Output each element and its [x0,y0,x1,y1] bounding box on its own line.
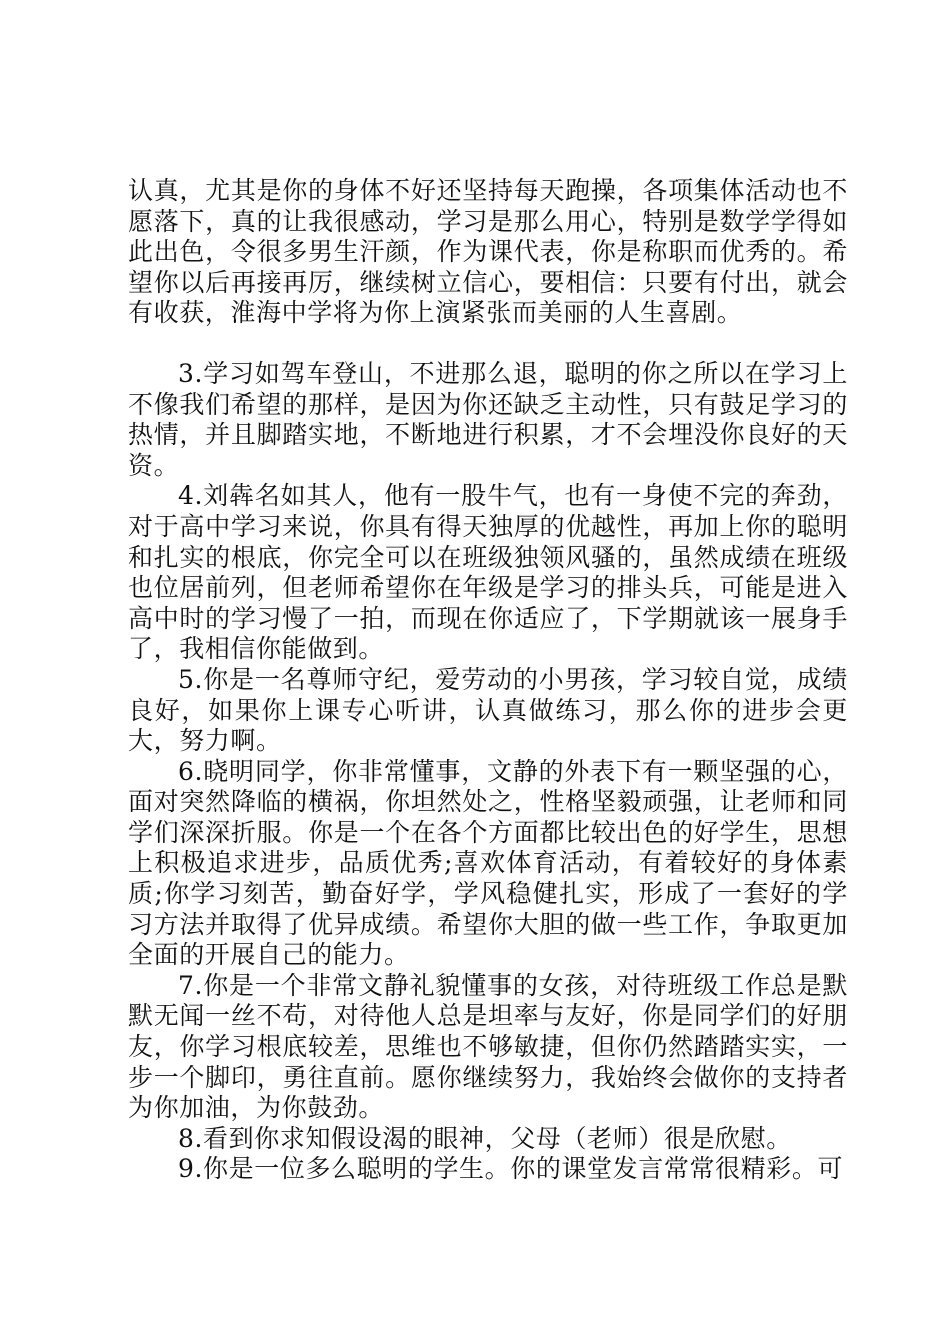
paragraph-continued: 认真，尤其是你的身体不好还坚持每天跑操，各项集体活动也不愿落下，真的让我很感动，学习是那么用心，特别是数学学得如此出色，令很多男生汗颜，作为课代表，你是称职而优秀的。希望你以后再接再厉，继续树立信心，要相信：只要有付出，就会有收获，淮海中学将为你上演紧张而美丽的人生喜剧。 [128,176,848,328]
paragraph-item-9: 9.你是一位多么聪明的学生。你的课堂发言常常很精彩。可 [178,1154,844,1184]
paragraph-item-8: 8.看到你求知假设渴的眼神，父母（老师）很是欣慰。 [178,1123,792,1153]
document-body [128,176,848,1185]
paragraph-item-3: 3.学习如驾车登山，不进那么退，聪明的你之所以在学习上不像我们希望的那样，是因为你还缺乏主动性，只有鼓足学习的热情，并且脚踏实地，不断地进行积累，才不会埋没你良好的天资。 [128,358,848,480]
paragraph-gap [128,329,848,359]
paragraph-item-6: 6.晓明同学，你非常懂事，文静的外表下有一颗坚强的心，面对突然降临的横祸，你坦然处之，性格坚毅顽强，让老师和同学们深深折服。你是一个在各个方面都比较出色的好学生，思想上积极追求进步，品质优秀;喜欢体育活动，有着较好的身体素质;你学习刻苦，勤奋好学，学风稳健扎实，形成了一套好的学习方法并取得了优异成绩。希望你大胆的做一些工作，争取更加全面的开展自己的能力。 [128,756,848,970]
paragraph-item-4: 4.刘犇名如其人，他有一股牛气，也有一身使不完的奔劲，对于高中学习来说，你具有得天独厚的优越性，再加上你的聪明和扎实的根底，你完全可以在班级独领风骚的，虽然成绩在班级也位居前列，但老师希望你在年级是学习的排头兵，可能是进入高中时的学习慢了一拍，而现在你适应了，下学期就该一展身手了，我相信你能做到。 [128,481,848,664]
paragraph-item-5: 5.你是一名尊师守纪，爱劳动的小男孩，学习较自觉，成绩良好，如果你上课专心听讲，认真做练习，那么你的进步会更大，努力啊。 [128,664,848,756]
paragraph-item-7: 7.你是一个非常文静礼貌懂事的女孩，对待班级工作总是默默无闻一丝不苟，对待他人总是坦率与友好，你是同学们的好朋友，你学习根底较差，思维也不够敏捷，但你仍然踏踏实实，一步一个脚印，勇往直前。愿你继续努力，我始终会做你的支持者为你加油，为你鼓劲。 [128,970,848,1123]
